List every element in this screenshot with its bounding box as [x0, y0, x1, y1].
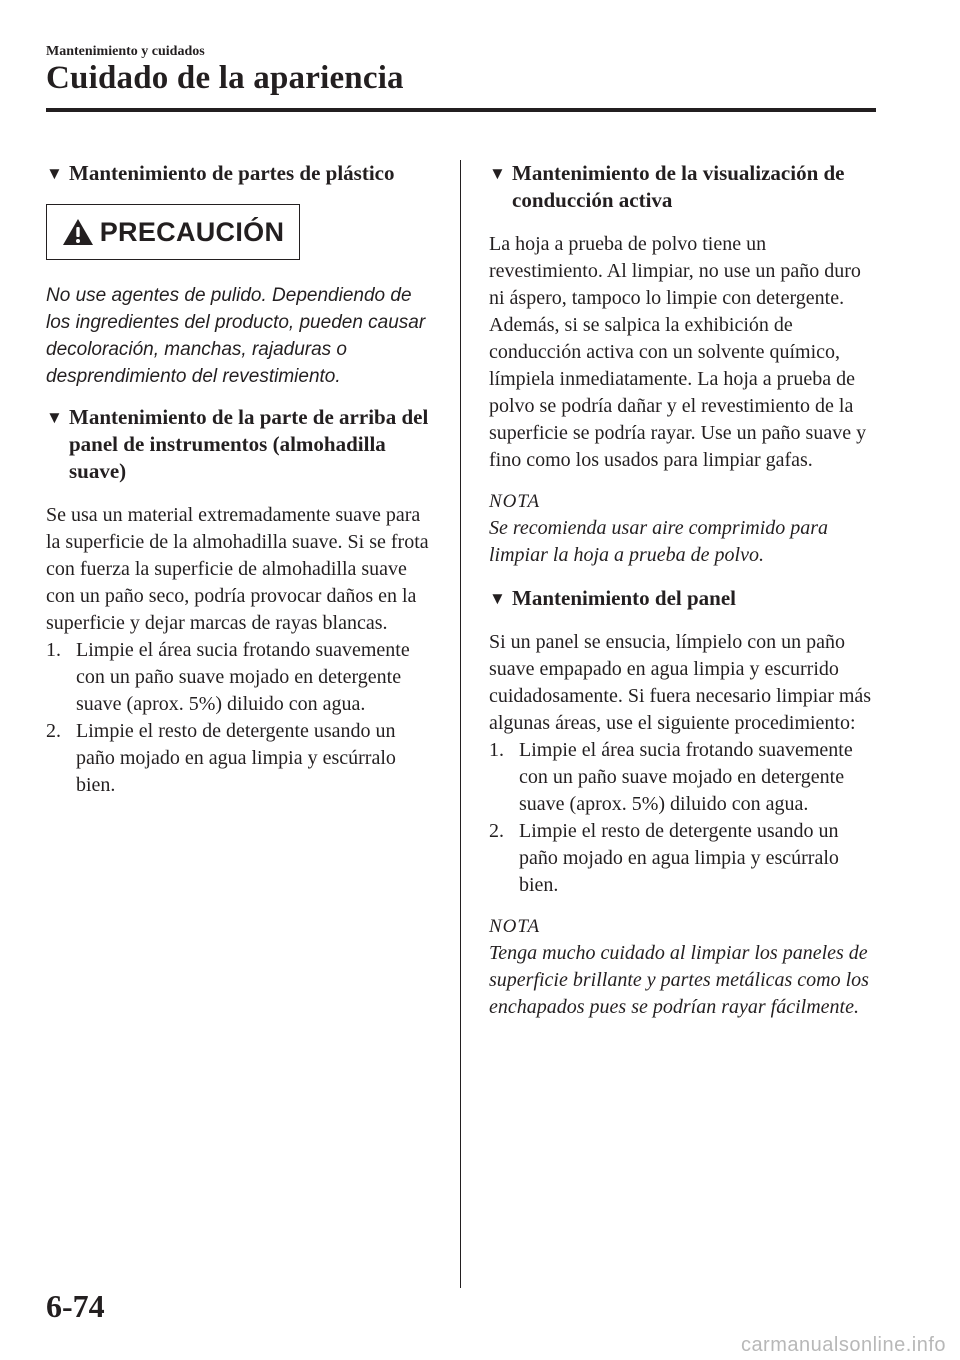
steps-list — [46, 637, 438, 799]
right-column — [489, 160, 881, 1021]
list-item — [489, 737, 881, 818]
step-text: Limpie el área sucia frotando suavemente con un paño suave mojado en detergente suave (aprox. 5%) diluido con agua. — [76, 639, 410, 715]
section-heading-plastic — [46, 160, 438, 187]
triangle-down-icon: ▼ — [489, 589, 506, 608]
section-heading-soft-pad — [46, 404, 438, 485]
note-text: Tenga mucho cuidado al limpiar los paneles de superficie brillante y partes metálicas como los enchapados pues se podrían rayar fácilmente. — [489, 942, 869, 1018]
section-heading-panel — [489, 585, 881, 612]
heading-text: Mantenimiento del panel — [512, 586, 736, 610]
warning-triangle-icon — [62, 217, 94, 247]
triangle-down-icon: ▼ — [489, 164, 506, 183]
triangle-down-icon: ▼ — [46, 408, 63, 427]
body-paragraph: Si un panel se ensucia, límpielo con un paño suave empapado en agua limpia y escurrido cuidadosamente. Si fuera necesario limpiar más algunas áreas, use el siguiente procedimiento: — [489, 631, 872, 734]
step-text: Limpie el área sucia frotando suavemente con un paño suave mojado en detergente suave (aprox. 5%) diluido con agua. — [519, 739, 853, 815]
note-label: NOTA — [489, 491, 541, 512]
column-divider — [460, 160, 461, 1288]
step-number: 1. — [46, 639, 61, 661]
left-column — [46, 160, 438, 799]
body-paragraph: Se usa un material extremadamente suave para la superficie de la almohadilla suave. Si se frota con fuerza la superficie de almohadilla suave con un paño seco, podría provocar daños en la superficie y dejar marcas de rayas blancas. — [46, 504, 429, 634]
step-number: 2. — [489, 820, 504, 842]
step-text: Limpie el resto de detergente usando un paño mojado en agua limpia y escúrralo bien. — [519, 820, 839, 896]
triangle-down-icon: ▼ — [46, 164, 63, 183]
note-label: NOTA — [489, 916, 541, 937]
note-text: Se recomienda usar aire comprimido para limpiar la hoja a prueba de polvo. — [489, 517, 829, 566]
heading-text: Mantenimiento de la visualización de conducción activa — [512, 161, 845, 212]
list-item — [46, 718, 438, 799]
list-item — [489, 818, 881, 899]
caution-banner — [46, 204, 300, 260]
heading-text: Mantenimiento de partes de plástico — [69, 161, 395, 185]
page-number: 6-74 — [46, 1288, 105, 1324]
step-number: 2. — [46, 720, 61, 742]
title-rule — [46, 108, 876, 112]
steps-list — [489, 737, 881, 899]
list-item — [46, 637, 438, 718]
caution-text: No use agentes de pulido. Dependiendo de los ingredientes del producto, pueden causar decoloración, manchas, rajaduras o desprendimiento del revestimiento. — [46, 285, 426, 387]
heading-text: Mantenimiento de la parte de arriba del panel de instrumentos (almohadilla suave) — [69, 405, 429, 483]
step-text: Limpie el resto de detergente usando un paño mojado en agua limpia y escúrralo bien. — [76, 720, 396, 796]
body-paragraph: La hoja a prueba de polvo tiene un revestimiento. Al limpiar, no use un paño duro ni áspero, tampoco lo limpie con detergente. Además, si se salpica la exhibición de conducción activa con un solvente químico, límpiela inmediatamente. La hoja a prueba de polvo se podría dañar y el revestimiento de la superficie se podría rayar. Use un paño suave y fino como los usados para limpiar gafas. — [489, 233, 867, 471]
section-label: Mantenimiento y cuidados — [46, 44, 205, 59]
caution-label: PRECAUCIÓN — [99, 216, 285, 247]
page-title: Cuidado de la apariencia — [46, 60, 404, 96]
step-number: 1. — [489, 739, 504, 761]
section-heading-display — [489, 160, 881, 214]
watermark: carmanualsonline.info — [740, 1334, 946, 1356]
